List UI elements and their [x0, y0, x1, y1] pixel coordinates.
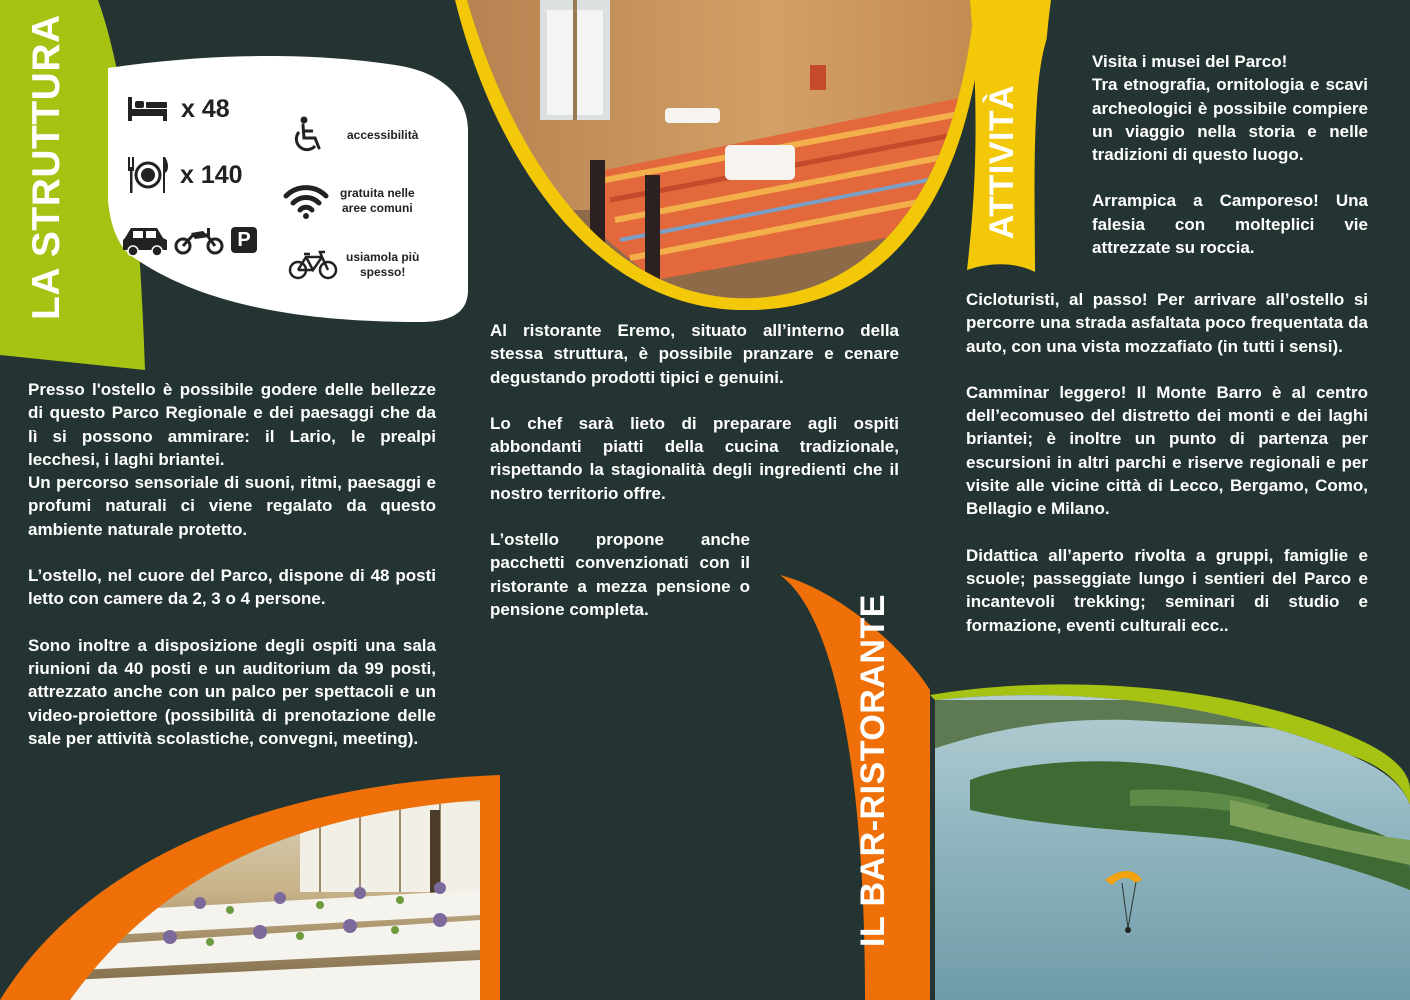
- lake-photo: [930, 680, 1410, 1000]
- wheelchair-icon: [291, 116, 327, 154]
- attivita-didattica: Didattica all’aperto rivolta a gruppi, famiglie e scuole; passeggiate lungo i sentieri del Parco e incantevoli trekking; seminari di studio e formazione, eventi culturali ecc..: [966, 545, 1368, 635]
- struttura-title: LA STRUTTURA: [25, 14, 68, 320]
- access-row: [291, 116, 418, 154]
- dining-photo-and-orange-band: [0, 570, 940, 1000]
- attivita-cicloturisti: Cicloturisti, al passo! Per arrivare all’ostello si percorre una strada asfaltata poco frequentata da auto, con una vista mozzafiato (in tutti i sensi).: [966, 290, 1368, 356]
- bike-label-line-2: spesso!: [360, 265, 406, 279]
- ristorante-title: IL BAR-RISTORANTE: [854, 594, 892, 947]
- motorbike-icon: [173, 225, 225, 255]
- seats-row: [125, 155, 243, 195]
- ristorante-text-top: [490, 319, 899, 505]
- wifi-icon: [283, 182, 329, 220]
- car-icon: [121, 224, 169, 256]
- ristorante-paragraph-2: Lo chef sarà lieto di preparare agli ospiti abbondanti piatti della cucina tradizionale, rispettando la stagionalità degli ingredienti che il nostro territorio offre.: [490, 413, 899, 503]
- struttura-paragraph-4: Sono inoltre a disposizione degli ospiti una sala riunioni da 40 posti e un auditorium da 99 posti, attrezzato anche con un palco per spettacoli e un video-proiettore (possibilità di prenotazione delle sale per attività scolastiche, convegni, meeting).: [28, 635, 436, 748]
- struttura-paragraph-3: L’ostello, nel cuore del Parco, dispone di 48 posti letto con camere da 2, 3 o 4 persone.: [28, 566, 436, 609]
- attivita-text-upper: [1092, 50, 1368, 259]
- ristorante-paragraph-3: L’ostello propone anche pacchetti convenzionati con il ristorante a mezza pensione o pensione completa.: [490, 530, 750, 619]
- attivita-arrampica: Arrampica a Camporeso! Una falesia con molteplici vie attrezzate su roccia.: [1092, 191, 1368, 258]
- beds-count: x 48: [181, 94, 230, 123]
- struttura-paragraph-1: Presso l'ostello è possibile godere delle bellezze di questo Parco Regionale e dei paesaggi che da lì si possono ammirare: il Lario, le prealpi lecchesi, i laghi briantei.: [28, 380, 436, 469]
- attivita-musei-heading: Visita i musei del Parco!: [1092, 52, 1288, 71]
- ristorante-paragraph-1: Al ristorante Eremo, situato all’interno della stessa struttura, è possibile pranzare e cenare degustando prodotti tipici e genuini.: [490, 321, 899, 387]
- bike-row: [288, 249, 419, 281]
- bed-icon: [127, 93, 169, 125]
- attivita-camminar: Camminar leggero! Il Monte Barro è al centro dell’ecomuseo del distretto dei monti e dei laghi briantei; è inoltre un punto di partenza per escursioni in altri parchi e riserve regionali e per visite alle vicine città di Lecco, Bergamo, Como, Bellagio e Milano.: [966, 382, 1368, 519]
- dining-plate-icon: [125, 155, 171, 195]
- wifi-label-line-1: gratuita nelle: [340, 186, 415, 200]
- attivita-musei-text: Tra etnografia, ornitologia e scavi archeologici è possibile compiere un viaggio nella storia e nelle tradizioni di questo luogo.: [1092, 75, 1368, 165]
- bike-label: [346, 250, 419, 280]
- bike-label-line-1: usiamola più: [346, 250, 420, 264]
- parking-icon: P: [231, 227, 257, 253]
- attivita-title: ATTIVITÀ: [983, 84, 1021, 240]
- wifi-label: [340, 186, 415, 216]
- parking-row: [121, 224, 257, 256]
- bedroom-photo: [455, 0, 985, 310]
- struttura-paragraph-2: Un percorso sensoriale di suoni, ritmi, paesaggi e profumi naturali ci viene regalato da questo ambiente naturale protetto.: [28, 473, 436, 539]
- attivita-text-lower: [966, 288, 1368, 637]
- bicycle-icon: [288, 249, 338, 281]
- beds-row: [127, 93, 230, 125]
- wifi-row: [283, 182, 415, 220]
- wifi-label-line-2: aree comuni: [341, 201, 413, 215]
- seats-count: x 140: [180, 160, 243, 189]
- access-label: accessibilità: [347, 127, 419, 142]
